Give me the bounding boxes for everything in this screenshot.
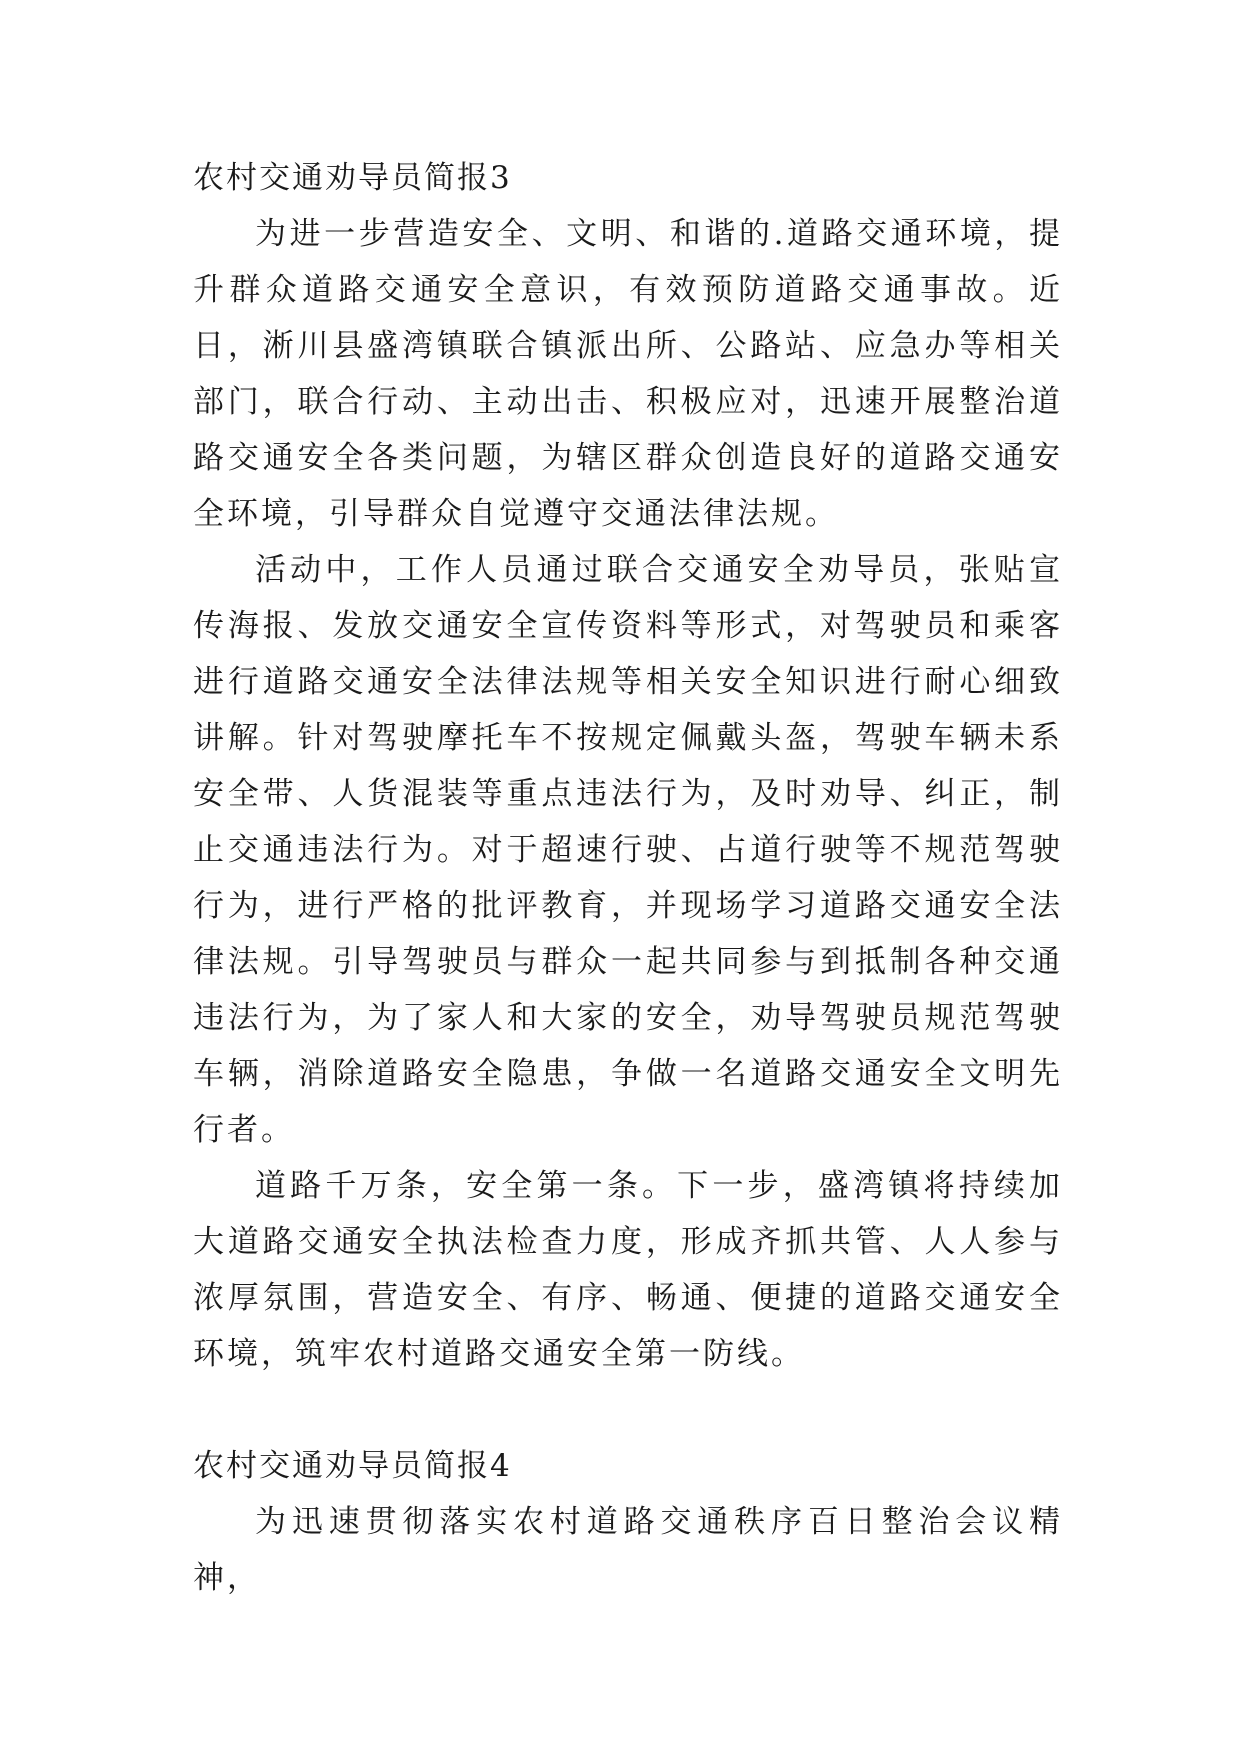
paragraph: 为进一步营造安全、文明、和谐的.道路交通环境，提升群众道路交通安全意识，有效预防道路交通事故。近日，淅川县盛湾镇联合镇派出所、公路站、应急办等相关部门，联合行动、主动出击、积极应对，迅速开展整治道路交通安全各类问题，为辖区群众创造良好的道路交通安全环境，引导群众自觉遵守交通法律法规。	[193, 216, 1063, 532]
section-spacer	[193, 1382, 1063, 1438]
document-content	[193, 150, 1063, 1606]
paragraph: 道路千万条，安全第一条。下一步，盛湾镇将持续加大道路交通安全执法检查力度，形成齐抓共管、人人参与浓厚氛围，营造安全、有序、畅通、便捷的道路交通安全环境，筑牢农村道路交通安全第一防线。	[193, 1168, 1063, 1372]
section-briefing-4	[193, 1438, 1063, 1606]
section-title: 农村交通劝导员简报3	[193, 160, 512, 196]
section-title: 农村交通劝导员简报4	[193, 1448, 512, 1484]
section-briefing-3	[193, 150, 1063, 1382]
paragraph: 为迅速贯彻落实农村道路交通秩序百日整治会议精神，	[193, 1504, 1063, 1596]
paragraph: 活动中，工作人员通过联合交通安全劝导员，张贴宣传海报、发放交通安全宣传资料等形式，对驾驶员和乘客进行道路交通安全法律法规等相关安全知识进行耐心细致讲解。针对驾驶摩托车不按规定佩戴头盔，驾驶车辆未系安全带、人货混装等重点违法行为，及时劝导、纠正，制止交通违法行为。对于超速行驶、占道行驶等不规范驾驶行为，进行严格的批评教育，并现场学习道路交通安全法律法规。引导驾驶员与群众一起共同参与到抵制各种交通违法行为，为了家人和大家的安全，劝导驾驶员规范驾驶车辆，消除道路安全隐患，争做一名道路交通安全文明先行者。	[193, 552, 1063, 1148]
